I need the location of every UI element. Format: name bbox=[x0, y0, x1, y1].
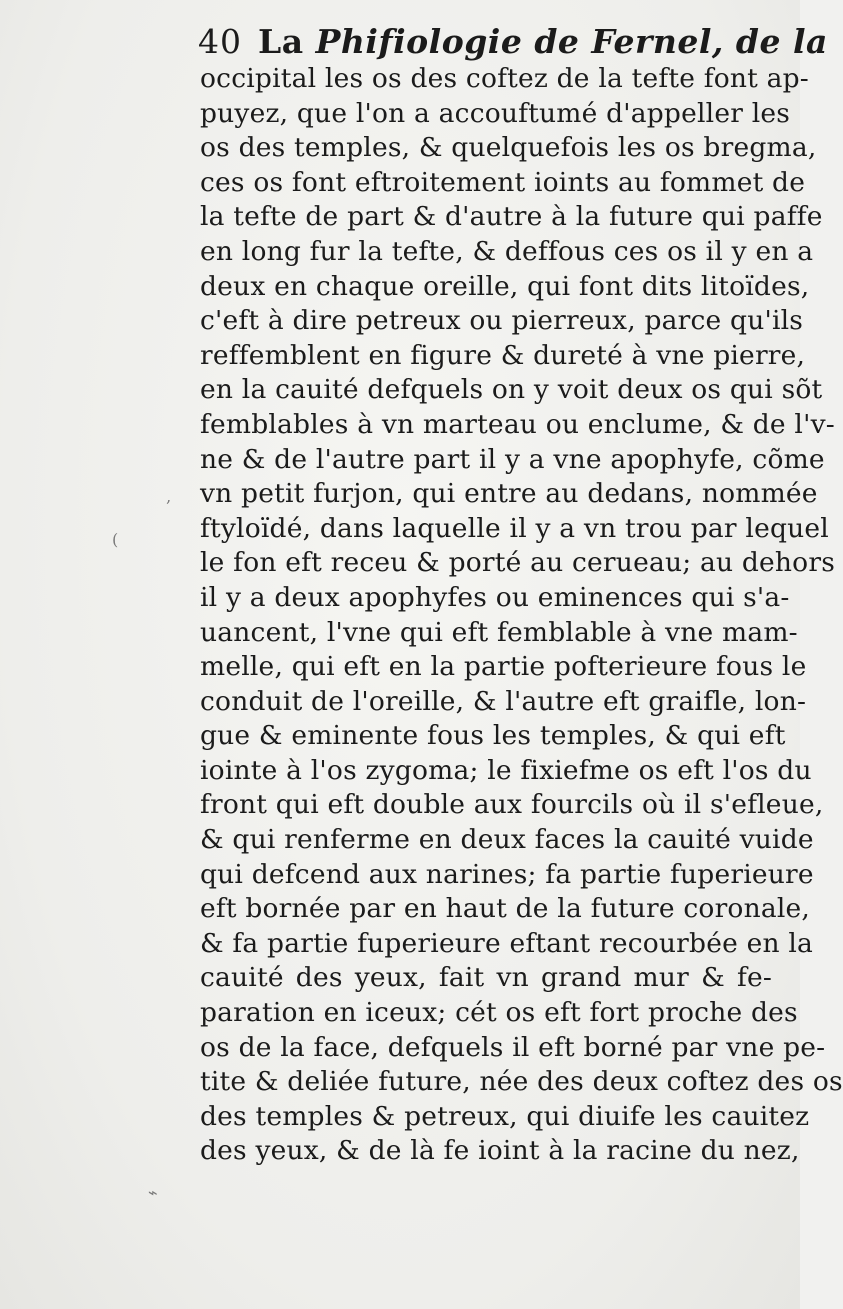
text-line: & fa partie fuperieure eftant recourbée en la bbox=[200, 927, 814, 959]
text-line: la tefte de part & d'autre à la future qui paffe bbox=[200, 201, 823, 233]
text-line: tite & deliée future, née des deux coftez des os bbox=[200, 1066, 843, 1098]
text-line: os des temples, & quelquefois les os bregma, bbox=[200, 132, 817, 164]
text-line: des temples & petreux, qui diuife les cauitez bbox=[200, 1100, 810, 1132]
text-line: en la cauité defquels on y voit deux os qui sõt bbox=[200, 374, 823, 406]
running-title-rest: Phifiologie de Fernel, de la bbox=[315, 22, 828, 61]
text-line: iointe à l'os zygoma; le fixiefme os eft l'os du bbox=[200, 754, 812, 786]
running-title bbox=[258, 22, 828, 61]
text-line: reffemblent en figure & dureté à vne pierre, bbox=[200, 339, 806, 371]
margin-mark: ‚ bbox=[166, 487, 172, 506]
text-line: femblables à vn marteau ou enclume, & de l'v- bbox=[200, 408, 835, 440]
text-line: uancent, l'vne qui eft femblable à vne mam- bbox=[200, 616, 798, 648]
text-line: front qui eft double aux fourcils où il s'efleue, bbox=[200, 789, 824, 821]
text-line: vn petit furjon, qui entre au dedans, nommée bbox=[200, 478, 818, 510]
text-line: qui defcend aux narines; fa partie fuperieure bbox=[200, 858, 814, 890]
text-line: paration en iceux; cét os eft fort proche des bbox=[200, 997, 798, 1029]
text-line: c'eft à dire petreux ou pierreux, parce qu'ils bbox=[200, 305, 804, 337]
text-line: des yeux, & de là fe ioint à la racine du nez, bbox=[200, 1135, 800, 1167]
margin-mark: ( bbox=[112, 530, 119, 549]
text-line: eft bornée par en haut de la future coronale, bbox=[200, 893, 811, 925]
text-line: ftyloïdé, dans laquelle il y a vn trou par lequel bbox=[200, 512, 829, 544]
text-line: en long fur la tefte, & deffous ces os il y en a bbox=[200, 235, 814, 267]
text-line: ces os font eftroitement ioints au fommet de bbox=[200, 166, 806, 198]
text-line: occipital les os des coftez de la tefte font ap- bbox=[200, 63, 809, 94]
text-line: melle, qui eft en la partie pofterieure fous le bbox=[200, 651, 807, 683]
text-line: ne & de l'autre part il y a vne apophyfe, cõme bbox=[200, 443, 825, 475]
margin-mark: ⌁ bbox=[148, 1183, 158, 1202]
text-line: os de la face, defquels il eft borné par vne pe- bbox=[200, 1031, 826, 1063]
text-line: le fon eft receu & porté au cerueau; au dehors bbox=[200, 547, 835, 579]
body-text bbox=[200, 62, 843, 1169]
text-line: deux en chaque oreille, qui font dits litoïdes, bbox=[200, 270, 810, 302]
text-line: conduit de l'oreille, & l'autre eft graifle, lon- bbox=[200, 685, 807, 717]
text-line: cauité des yeux, fait vn grand mur & fe- bbox=[200, 962, 772, 994]
running-title-prefix: La bbox=[258, 22, 304, 61]
text-line: il y a deux apophyfes ou eminences qui s'a- bbox=[200, 581, 790, 613]
text-line: puyez, que l'on a accouftumé d'appeller les bbox=[200, 97, 791, 129]
text-line: gue & eminente fous les temples, & qui eft bbox=[200, 720, 786, 752]
text-line: & qui renferme en deux faces la cauité vuide bbox=[200, 824, 814, 856]
page-number: 40 bbox=[198, 22, 242, 61]
